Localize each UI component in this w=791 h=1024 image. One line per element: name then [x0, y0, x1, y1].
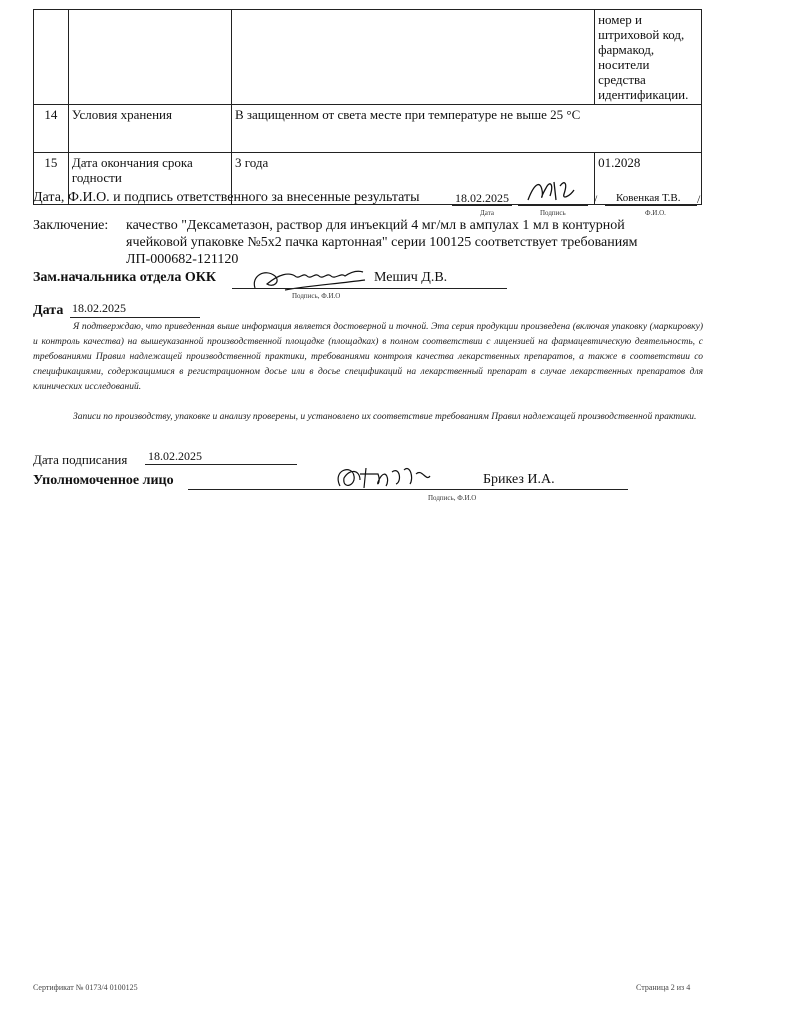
authorized-name: Брикез И.А. — [483, 472, 555, 487]
row-note: 01.2028 — [595, 153, 702, 205]
row-value: В защищенном от света месте при температуре не выше 25 °С — [231, 105, 701, 153]
row-name — [68, 10, 231, 105]
responsible-date: 18.02.2025 — [455, 191, 509, 205]
deputy-date: 18.02.2025 — [72, 301, 126, 315]
footer-certificate: Сертификат № 0173/4 0100125 — [33, 983, 138, 992]
statement-paragraph-2: Записи по производству, упаковке и анализу проверены, и установлено их соответствие требованиям Правил надлежащей производственной практики. — [73, 412, 697, 422]
deputy-label: Зам.начальника отдела ОКК — [33, 270, 217, 285]
table-row — [34, 10, 702, 105]
conclusion-line2: ячейковой упаковке №5х2 пачка картонная" серии 100125 соответствует требованиям — [126, 235, 638, 250]
conclusion-label: Заключение: — [33, 218, 109, 233]
caption-sign: Подпись — [540, 209, 566, 217]
statement-paragraph-1: Я подтверждаю, что приведенная выше информация является достоверной и точной. Эта серия продукции произведена (включая упаковку (маркировку) и контроль качества) на вышеуказанной производственной площадке (площадках) в полном соответствии с лицензией на фармацевтическую деятельность, с требованиями Правил надлежащей производственной практики, требованиями контроля качества лекарственных препаратов, а также в соответствии со спецификациями, содержащимися в регистрационном досье или в досье спецификаций на лекарственный препарат в случае лекарственных препаратов для клинических исследований. — [33, 322, 703, 392]
row-value — [231, 10, 594, 105]
authorized-label: Уполномоченное лицо — [33, 473, 174, 488]
row-number: 15 — [34, 153, 69, 205]
caption-date: Дата — [480, 209, 494, 217]
row-value: 3 года — [231, 153, 594, 205]
deputy-date-label: Дата — [33, 303, 64, 318]
deputy-caption: Подпись, Ф.И.О — [292, 292, 341, 300]
authorized-signature — [330, 460, 440, 496]
signing-date-label: Дата подписания — [33, 452, 128, 467]
conclusion-line1: качество "Дексаметазон, раствор для инъекций 4 мг/мл в ампулах 1 мл в контурной — [126, 218, 625, 233]
signing-date: 18.02.2025 — [148, 449, 202, 463]
responsible-name: Ковенкая Т.В. — [616, 192, 681, 204]
conclusion-line3: ЛП-000682-121120 — [126, 252, 239, 267]
footer-page: Страница 2 из 4 — [636, 983, 691, 992]
specification-table — [33, 9, 702, 205]
table-row — [34, 105, 702, 153]
row-name: Условия хранения — [68, 105, 231, 153]
deputy-name: Мешич Д.В. — [374, 270, 448, 285]
row-number — [34, 10, 69, 105]
row-note: номер и штриховой код, фармакод, носители средства идентификации. — [595, 10, 702, 105]
caption-fio: Ф.И.О. — [645, 209, 666, 217]
row-name: Дата окончания срока годности — [68, 153, 231, 205]
responsible-label: Дата, Ф.И.О. и подпись ответственного за внесенные результаты — [33, 190, 420, 205]
responsible-signature — [520, 176, 580, 206]
authorized-caption: Подпись, Ф.И.О — [428, 494, 477, 502]
row-number: 14 — [34, 105, 69, 153]
